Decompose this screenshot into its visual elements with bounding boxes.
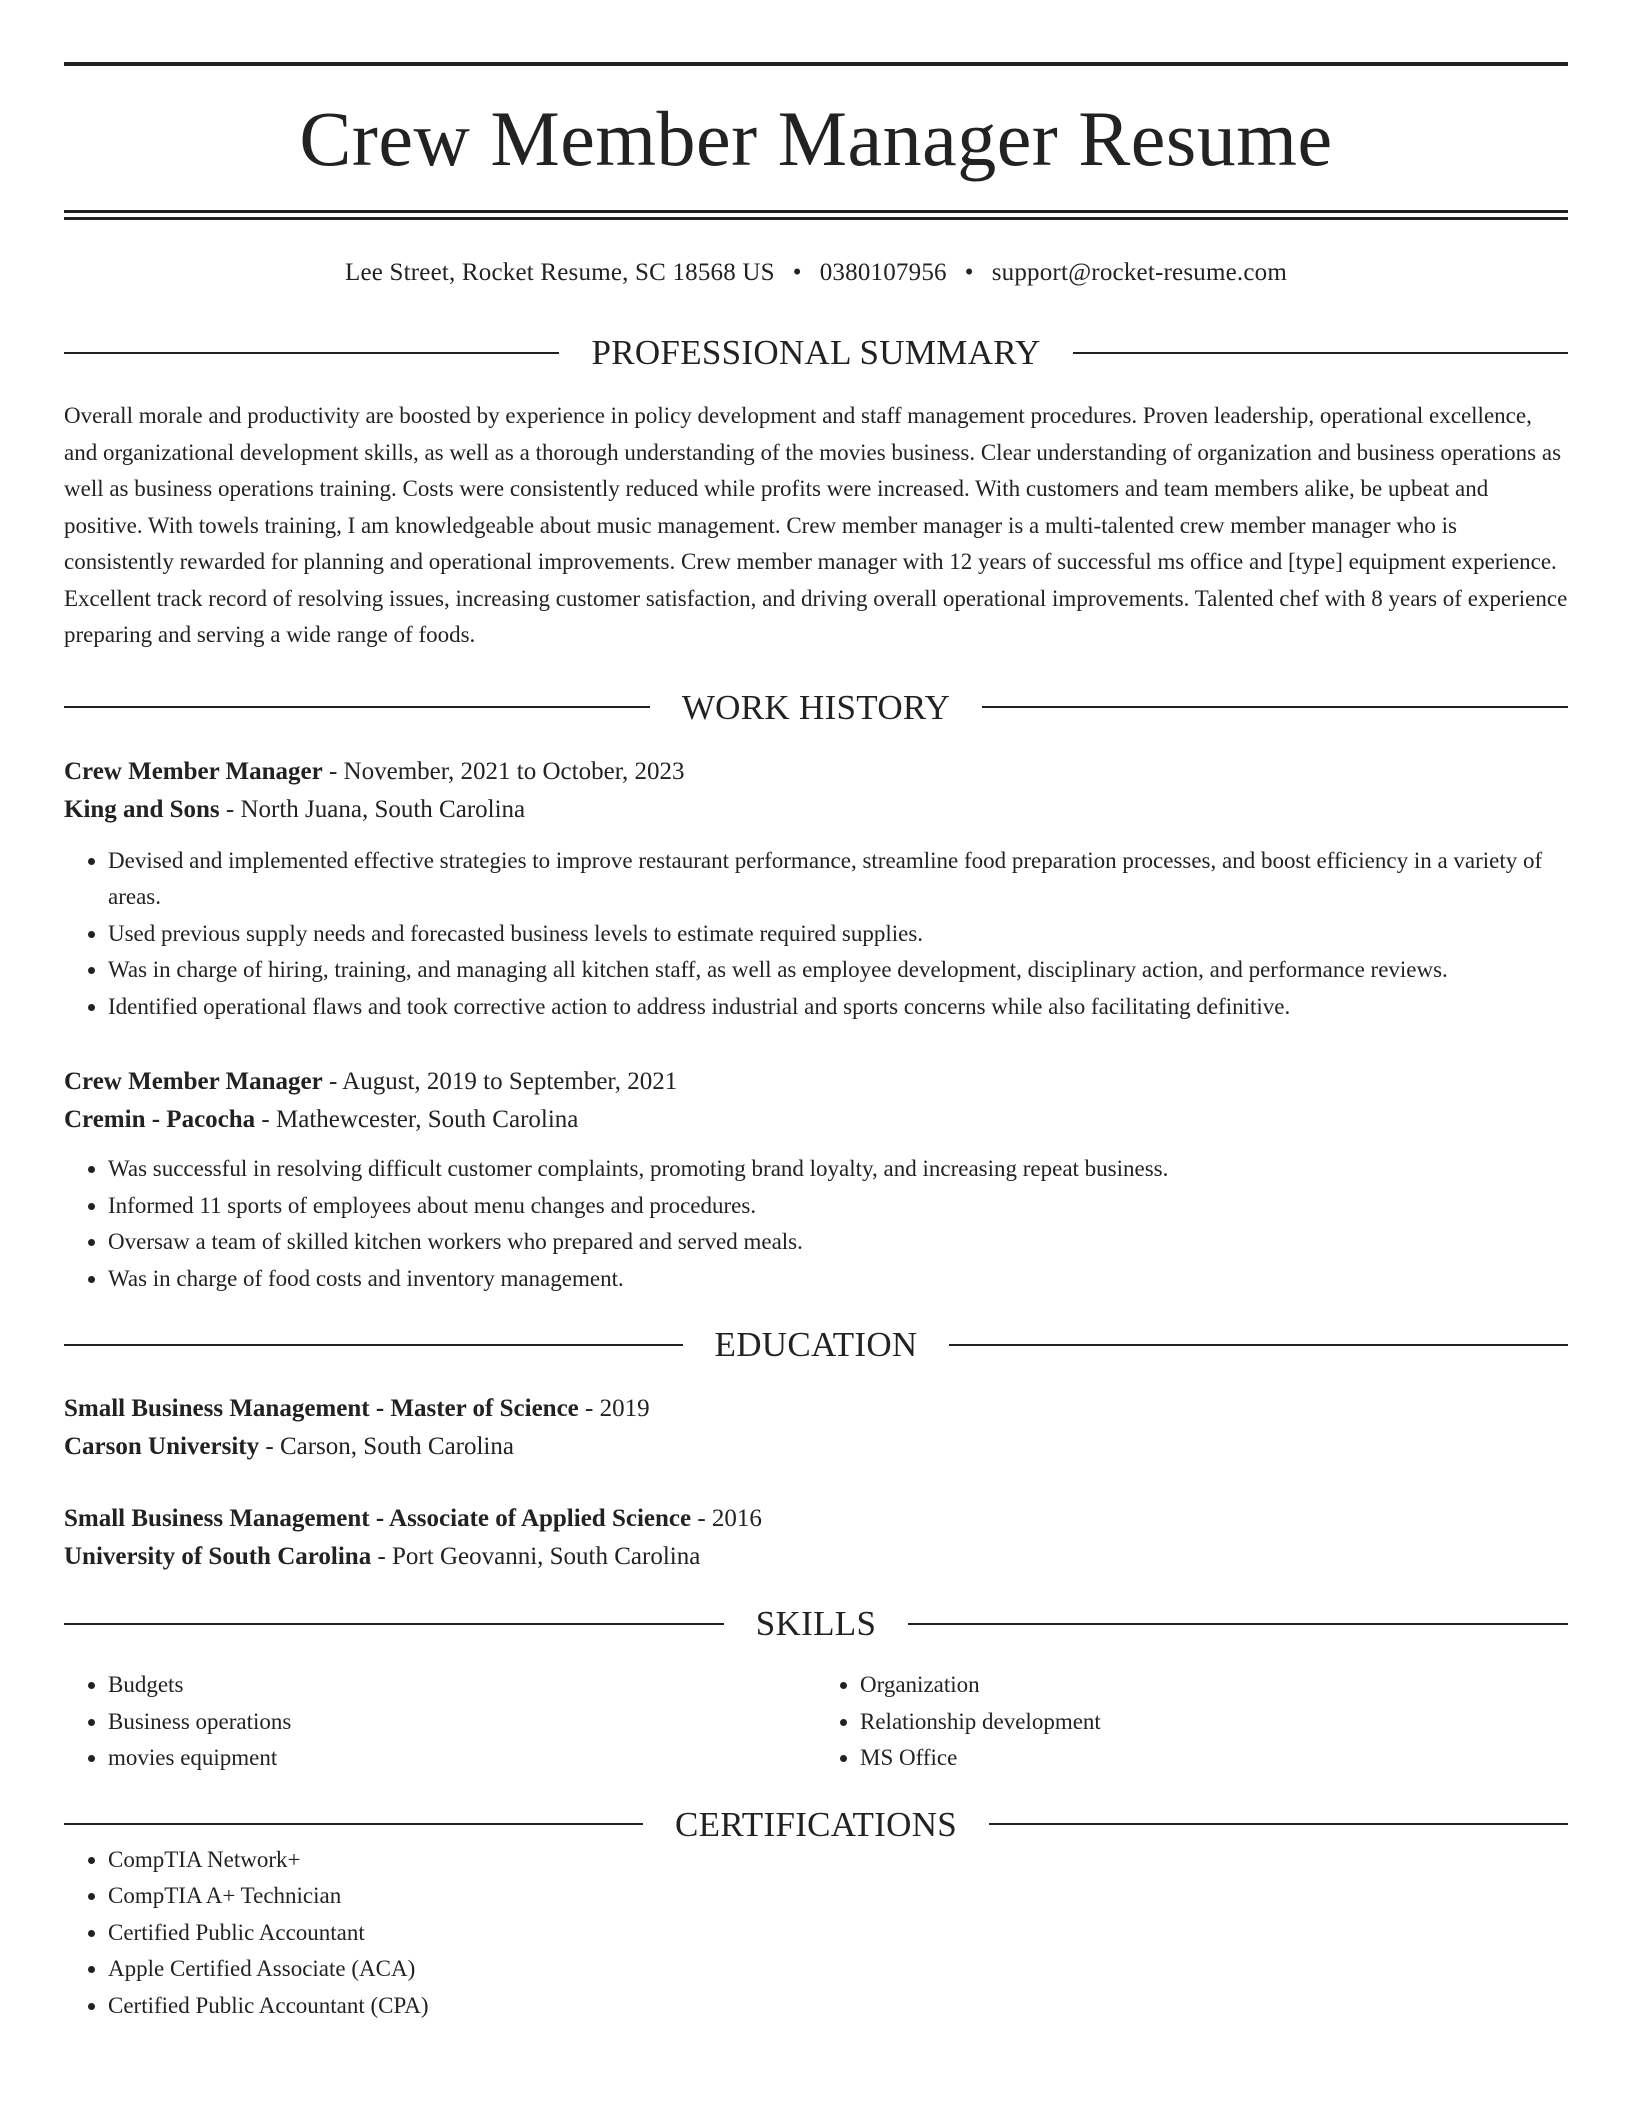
education-school: Carson University — [64, 1433, 260, 1460]
section-rule — [64, 352, 559, 354]
summary-text: Overall morale and productivity are boosted by experience in policy development and staff management procedures. Proven leadership, operational excellence, and organizational development skills, as well as a thorough understanding of the movies business. Clear understanding of organization and business operations as well as business operations training. Costs were consistently reduced while profits were increased. With customers and team members alike, be upbeat and positive. With towels training, I am knowledgeable about music management. Crew member manager is a multi-talented crew member manager who is consistently rewarded for planning and operational improvements. Crew member manager with 12 years of successful ms office and [type] equipment experience. Excellent track record of resolving issues, increasing customer satisfaction, and driving overall operational improvements. Talented chef with 8 years of experience preparing and serving a wide range of foods. — [64, 403, 1568, 647]
section-header-education — [64, 1327, 1568, 1362]
section-rule — [982, 706, 1568, 708]
skill-item: • Organization — [860, 1667, 1568, 1704]
skills-column-right — [816, 1667, 1568, 1777]
skill-item: • movies equipment — [108, 1740, 816, 1777]
education-degree: Small Business Management - Master of Science — [64, 1395, 579, 1422]
skill-item: • Budgets — [108, 1667, 816, 1704]
title-double-rule — [64, 210, 1568, 220]
resume-page — [64, 0, 1568, 2024]
education-entry — [64, 1390, 1568, 1466]
education-year: - 2016 — [691, 1505, 762, 1532]
contact-phone: 0380107956 — [819, 259, 947, 286]
section-header-work — [64, 687, 1568, 727]
job-title: Crew Member Manager — [64, 1068, 323, 1095]
certification-item: • Certified Public Accountant (CPA) — [108, 1988, 1568, 2025]
job-entry — [64, 753, 1568, 1026]
section-rule — [64, 706, 650, 708]
skill-item: • Business operations — [108, 1704, 816, 1741]
job-company-line — [64, 1101, 1568, 1139]
contact-address: Lee Street, Rocket Resume, SC 18568 US — [345, 259, 775, 286]
job-bullet: • Was in charge of hiring, training, and managing all kitchen staff, as well as employee development, disciplinary action, and performance reviews. — [108, 952, 1568, 989]
section-rule — [1073, 352, 1568, 354]
section-title-skills: SKILLS — [755, 1604, 877, 1643]
job-company-line — [64, 791, 1568, 829]
job-bullet: • Was in charge of food costs and inventory management. — [108, 1261, 1568, 1298]
education-entry — [64, 1500, 1568, 1576]
education-degree-line — [64, 1390, 1568, 1428]
job-company: Cremin - Pacocha — [64, 1106, 256, 1133]
job-title: Crew Member Manager — [64, 757, 323, 785]
education-location: - Port Geovanni, South Carolina — [371, 1543, 701, 1570]
education-degree-line — [64, 1500, 1568, 1538]
job-bullets — [64, 1151, 1568, 1297]
section-title-education: EDUCATION — [714, 1325, 918, 1364]
job-company: King and Sons — [64, 795, 220, 823]
section-title-work: WORK HISTORY — [681, 687, 951, 727]
job-location: - North Juana, South Carolina — [219, 795, 526, 823]
section-rule — [949, 1344, 1568, 1346]
skills-column-left — [64, 1667, 816, 1777]
education-year: - 2019 — [578, 1395, 650, 1422]
section-rule — [64, 1623, 724, 1625]
job-dates: - August, 2019 to September, 2021 — [322, 1068, 678, 1095]
job-bullet: • Used previous supply needs and forecasted business levels to estimate required supplies. — [108, 916, 1568, 953]
certification-item: • CompTIA Network+ — [108, 1842, 1568, 1879]
resume-title: Crew Member Manager Resume — [299, 95, 1333, 182]
section-title-certifications: CERTIFICATIONS — [674, 1804, 958, 1844]
section-title-summary: PROFESSIONAL SUMMARY — [591, 333, 1041, 372]
section-header-summary — [64, 335, 1568, 370]
job-title-line — [64, 1063, 1568, 1101]
contact-email: support@rocket-resume.com — [991, 259, 1287, 286]
job-bullet: • Oversaw a team of skilled kitchen workers who prepared and served meals. — [108, 1224, 1568, 1261]
section-header-certifications — [64, 1804, 1568, 1844]
education-location: - Carson, South Carolina — [259, 1433, 514, 1460]
job-location: - Mathewcester, South Carolina — [255, 1106, 579, 1133]
job-title-line — [64, 753, 1568, 791]
certification-item: • Apple Certified Associate (ACA) — [108, 1951, 1568, 1988]
section-rule — [64, 1344, 683, 1346]
skills-list — [64, 1667, 1568, 1777]
contact-line — [64, 260, 1568, 285]
job-bullet: • Identified operational flaws and took corrective action to address industrial and sports concerns while also facilitating definitive. — [108, 989, 1568, 1026]
contact-separator: • — [964, 259, 974, 286]
job-bullet: • Was successful in resolving difficult customer complaints, promoting brand loyalty, and increasing repeat business. — [108, 1151, 1568, 1188]
job-bullets — [64, 843, 1568, 1026]
section-rule — [989, 1823, 1568, 1825]
education-school-line — [64, 1538, 1568, 1576]
certification-item: • Certified Public Accountant — [108, 1915, 1568, 1952]
section-rule — [908, 1623, 1568, 1625]
skill-item: • MS Office — [860, 1740, 1568, 1777]
section-rule — [64, 1823, 643, 1825]
job-bullet: • Informed 11 sports of employees about menu changes and procedures. — [108, 1188, 1568, 1225]
job-entry — [64, 1063, 1568, 1297]
job-dates: - November, 2021 to October, 2023 — [322, 757, 685, 785]
education-degree: Small Business Management - Associate of Applied Science — [64, 1505, 692, 1532]
skill-item: • Relationship development — [860, 1704, 1568, 1741]
certification-item: • CompTIA A+ Technician — [108, 1878, 1568, 1915]
education-school-line — [64, 1428, 1568, 1466]
job-bullet: • Devised and implemented effective strategies to improve restaurant performance, streamline food preparation processes, and boost efficiency in a variety of areas. — [108, 843, 1568, 916]
section-header-skills — [64, 1606, 1568, 1641]
education-school: University of South Carolina — [64, 1543, 372, 1570]
certifications-list — [64, 1842, 1568, 2025]
contact-separator: • — [792, 259, 802, 286]
